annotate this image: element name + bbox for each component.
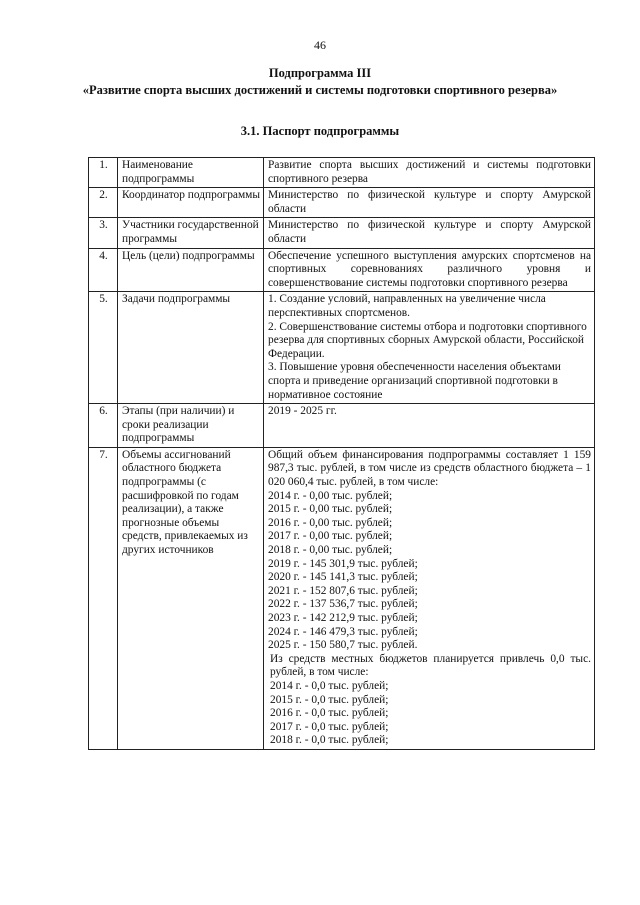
row-number: 5. xyxy=(89,292,118,404)
task-item: 1. Создание условий, направленных на увеличение числа перспективных спортсменов. xyxy=(268,293,546,319)
row-number: 1. xyxy=(89,158,118,188)
row-label: Координатор подпрограммы xyxy=(118,188,264,218)
funding-year: 2020 г. - 145 141,3 тыс. рублей; xyxy=(268,571,418,584)
task-item: 2. Совершенствование системы отбора и подготовки спортивного резерва для спортивных сборных Амурской области, Российской Федерации. xyxy=(268,320,587,360)
table-row xyxy=(89,218,595,248)
row-number: 4. xyxy=(89,248,118,292)
funding-year: 2019 г. - 145 301,9 тыс. рублей; xyxy=(268,557,418,570)
funding-year: 2021 г. - 152 807,6 тыс. рублей; xyxy=(268,584,418,597)
funding-year: 2022 г. - 137 536,7 тыс. рублей; xyxy=(268,598,418,611)
funding-year: 2025 г. - 150 580,7 тыс. рублей. xyxy=(268,639,418,652)
local-funding-year: 2015 г. - 0,0 тыс. рублей; xyxy=(270,693,389,706)
row-number: 6. xyxy=(89,404,118,448)
funding-year: 2014 г. - 0,00 тыс. рублей; xyxy=(268,489,393,502)
local-funding-year: 2017 г. - 0,0 тыс. рублей; xyxy=(270,720,389,733)
row-value: Развитие спорта высших достижений и системы подготовки спортивного резерва xyxy=(264,158,595,188)
table-row xyxy=(89,158,595,188)
table-row xyxy=(89,404,595,448)
table-row xyxy=(89,248,595,292)
table-row xyxy=(89,188,595,218)
row-label: Участники государственной программы xyxy=(118,218,264,248)
row-value: Обеспечение успешного выступления амурских спортсменов на спортивных соревнованиях различного уровня и совершенствование системы подготовки спортивного резерва xyxy=(264,248,595,292)
local-funding-year: 2014 г. - 0,0 тыс. рублей; xyxy=(270,679,389,692)
local-funding-intro: Из средств местных бюджетов планируется привлечь 0,0 тыс. рублей, в том числе: xyxy=(270,652,591,679)
row-value: Министерство по физической культуре и спорту Амурской области xyxy=(264,218,595,248)
funding-year: 2023 г. - 142 212,9 тыс. рублей; xyxy=(268,612,418,624)
row-value xyxy=(264,447,595,749)
funding-year: 2015 г. - 0,00 тыс. рублей; xyxy=(268,503,393,516)
subprogram-title: Подпрограмма III xyxy=(268,66,372,80)
row-label: Наименование подпрограммы xyxy=(118,158,264,188)
funding-year: 2024 г. - 146 479,3 тыс. рублей; xyxy=(268,625,418,638)
task-item: 3. Повышение уровня обеспеченности населения объектами спорта и приведение организаций спортивной подготовки в нормативное состояние xyxy=(268,361,561,401)
table-row xyxy=(89,447,595,749)
row-number: 3. xyxy=(89,218,118,248)
row-value: 2019 - 2025 гг. xyxy=(264,404,595,448)
row-number: 2. xyxy=(89,188,118,218)
section-title: 3.1. Паспорт подпрограммы xyxy=(240,124,400,138)
row-label: Этапы (при наличии) и сроки реализации подпрограммы xyxy=(118,404,264,448)
funding-year: 2016 г. - 0,00 тыс. рублей; xyxy=(268,516,393,529)
row-label: Задачи подпрограммы xyxy=(118,292,264,404)
funding-intro: Общий объем финансирования подпрограммы составляет 1 159 987,3 тыс. рублей, в том числе из средств областного бюджета – 1 020 060,4 тыс. рублей, в том числе: xyxy=(268,448,591,489)
subprogram-name: «Развитие спорта высших достижений и системы подготовки спортивного резерва» xyxy=(82,83,558,97)
funding-year: 2017 г. - 0,00 тыс. рублей; xyxy=(268,530,393,543)
row-value xyxy=(264,292,595,404)
passport-table xyxy=(88,157,595,750)
funding-year: 2018 г. - 0,00 тыс. рублей; xyxy=(268,544,393,557)
table-row xyxy=(89,292,595,404)
local-funding-year: 2016 г. - 0,0 тыс. рублей; xyxy=(270,707,389,720)
row-label: Цель (цели) подпрограммы xyxy=(118,248,264,292)
row-number: 7. xyxy=(89,447,118,749)
page-number: 46 xyxy=(314,38,326,52)
row-value: Министерство по физической культуре и спорту Амурской области xyxy=(264,188,595,218)
row-label: Объемы ассигнований областного бюджета подпрограммы (с расшифровкой по годам реализации), а также прогнозные объемы средств, привлекаемых из других источников xyxy=(118,447,264,749)
local-funding-year: 2018 г. - 0,0 тыс. рублей; xyxy=(270,734,389,747)
